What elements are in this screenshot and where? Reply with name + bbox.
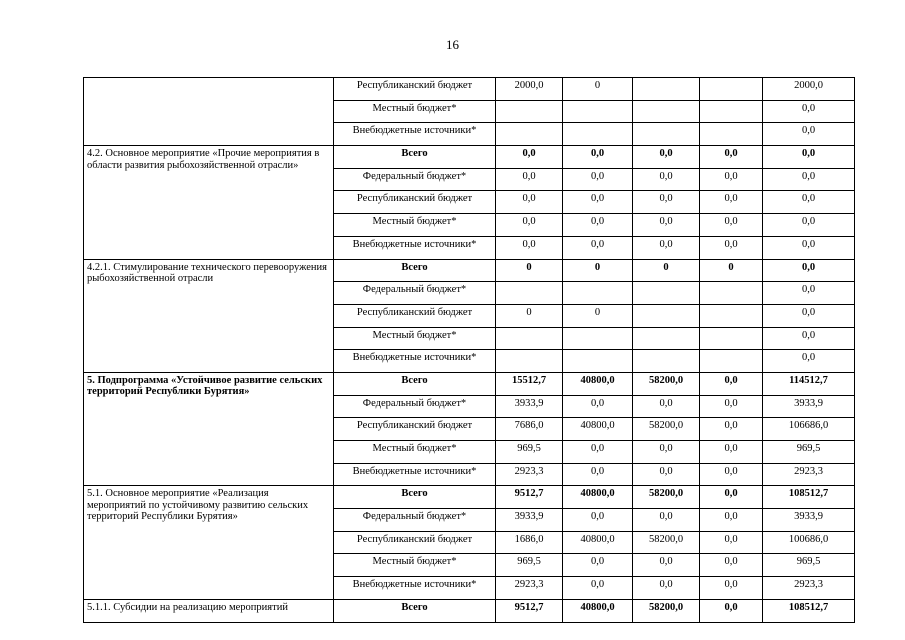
funding-source-cell: Федеральный бюджет* xyxy=(334,509,496,532)
year-value-cell: 0,0 xyxy=(563,463,633,486)
year-value-cell xyxy=(700,327,763,350)
funding-source-cell: Федеральный бюджет* xyxy=(334,168,496,191)
year-value-cell: 0,0 xyxy=(496,191,563,214)
total-value-cell: 0,0 xyxy=(763,123,855,146)
year-value-cell: 0,0 xyxy=(700,441,763,464)
total-value-cell: 0,0 xyxy=(763,350,855,373)
total-value-cell: 100686,0 xyxy=(763,531,855,554)
year-value-cell xyxy=(563,327,633,350)
year-value-cell: 0,0 xyxy=(700,236,763,259)
funding-source-cell: Республиканский бюджет xyxy=(334,191,496,214)
funding-source-cell: Местный бюджет* xyxy=(334,214,496,237)
total-value-cell: 0,0 xyxy=(763,327,855,350)
year-value-cell: 0 xyxy=(633,259,700,282)
year-value-cell: 40800,0 xyxy=(563,599,633,622)
year-value-cell: 40800,0 xyxy=(563,372,633,395)
year-value-cell: 40800,0 xyxy=(563,418,633,441)
year-value-cell xyxy=(633,304,700,327)
year-value-cell: 0,0 xyxy=(563,509,633,532)
year-value-cell xyxy=(633,100,700,123)
year-value-cell: 0,0 xyxy=(700,554,763,577)
year-value-cell: 0,0 xyxy=(633,236,700,259)
total-value-cell: 2000,0 xyxy=(763,78,855,101)
year-value-cell: 58200,0 xyxy=(633,531,700,554)
year-value-cell: 0,0 xyxy=(563,577,633,600)
funding-source-cell: Всего xyxy=(334,146,496,169)
total-value-cell: 3933,9 xyxy=(763,509,855,532)
funding-source-cell: Местный бюджет* xyxy=(334,100,496,123)
year-value-cell: 58200,0 xyxy=(633,486,700,509)
funding-source-cell: Всего xyxy=(334,599,496,622)
year-value-cell: 0,0 xyxy=(563,168,633,191)
year-value-cell: 0 xyxy=(563,259,633,282)
year-value-cell: 0 xyxy=(496,304,563,327)
funding-source-cell: Всего xyxy=(334,486,496,509)
budget-table xyxy=(83,77,855,623)
year-value-cell: 0 xyxy=(700,259,763,282)
year-value-cell: 0,0 xyxy=(496,214,563,237)
table-row xyxy=(84,146,855,169)
year-value-cell: 3933,9 xyxy=(496,395,563,418)
year-value-cell xyxy=(633,123,700,146)
year-value-cell: 0,0 xyxy=(700,214,763,237)
funding-source-cell: Федеральный бюджет* xyxy=(334,395,496,418)
total-value-cell: 0,0 xyxy=(763,304,855,327)
year-value-cell xyxy=(496,327,563,350)
measure-name-cell: 4.2. Основное мероприятие «Прочие мероприятия в области развития рыбохозяйственной отрасли» xyxy=(84,146,334,259)
year-value-cell xyxy=(633,327,700,350)
year-value-cell xyxy=(496,350,563,373)
year-value-cell: 0,0 xyxy=(633,168,700,191)
year-value-cell: 40800,0 xyxy=(563,486,633,509)
table-row xyxy=(84,599,855,622)
year-value-cell xyxy=(700,304,763,327)
year-value-cell xyxy=(700,78,763,101)
year-value-cell: 0,0 xyxy=(496,236,563,259)
year-value-cell: 0,0 xyxy=(700,146,763,169)
year-value-cell xyxy=(700,282,763,305)
measure-name-cell xyxy=(84,78,334,146)
funding-source-cell: Внебюджетные источники* xyxy=(334,236,496,259)
year-value-cell: 7686,0 xyxy=(496,418,563,441)
year-value-cell: 0,0 xyxy=(700,168,763,191)
measure-name-cell: 4.2.1. Стимулирование технического перевооружения рыбохозяйственной отрасли xyxy=(84,259,334,372)
funding-source-cell: Республиканский бюджет xyxy=(334,78,496,101)
year-value-cell: 40800,0 xyxy=(563,531,633,554)
budget-table-body xyxy=(84,78,855,623)
year-value-cell: 58200,0 xyxy=(633,372,700,395)
year-value-cell: 0,0 xyxy=(563,554,633,577)
year-value-cell xyxy=(563,350,633,373)
year-value-cell xyxy=(700,350,763,373)
year-value-cell: 0 xyxy=(563,304,633,327)
year-value-cell xyxy=(496,100,563,123)
year-value-cell: 0,0 xyxy=(563,146,633,169)
total-value-cell: 108512,7 xyxy=(763,599,855,622)
year-value-cell: 0,0 xyxy=(633,509,700,532)
total-value-cell: 2923,3 xyxy=(763,577,855,600)
year-value-cell xyxy=(700,123,763,146)
total-value-cell: 969,5 xyxy=(763,441,855,464)
total-value-cell: 0,0 xyxy=(763,146,855,169)
total-value-cell: 0,0 xyxy=(763,236,855,259)
year-value-cell xyxy=(563,123,633,146)
year-value-cell: 0,0 xyxy=(700,191,763,214)
year-value-cell: 0,0 xyxy=(633,441,700,464)
year-value-cell: 58200,0 xyxy=(633,418,700,441)
total-value-cell: 108512,7 xyxy=(763,486,855,509)
year-value-cell: 0,0 xyxy=(700,463,763,486)
year-value-cell: 58200,0 xyxy=(633,599,700,622)
year-value-cell: 0,0 xyxy=(563,395,633,418)
year-value-cell: 2000,0 xyxy=(496,78,563,101)
funding-source-cell: Внебюджетные источники* xyxy=(334,123,496,146)
total-value-cell: 2923,3 xyxy=(763,463,855,486)
total-value-cell: 3933,9 xyxy=(763,395,855,418)
funding-source-cell: Республиканский бюджет xyxy=(334,304,496,327)
funding-source-cell: Внебюджетные источники* xyxy=(334,577,496,600)
year-value-cell: 0,0 xyxy=(563,191,633,214)
year-value-cell: 0,0 xyxy=(700,531,763,554)
funding-source-cell: Местный бюджет* xyxy=(334,554,496,577)
year-value-cell: 0 xyxy=(563,78,633,101)
year-value-cell: 0,0 xyxy=(700,509,763,532)
year-value-cell xyxy=(496,123,563,146)
year-value-cell: 0 xyxy=(496,259,563,282)
year-value-cell xyxy=(563,282,633,305)
year-value-cell: 0,0 xyxy=(700,395,763,418)
total-value-cell: 114512,7 xyxy=(763,372,855,395)
funding-source-cell: Всего xyxy=(334,259,496,282)
year-value-cell xyxy=(633,350,700,373)
year-value-cell: 0,0 xyxy=(496,146,563,169)
year-value-cell: 9512,7 xyxy=(496,599,563,622)
measure-name-cell: 5. Подпрограмма «Устойчивое развитие сельских территорий Республики Бурятия» xyxy=(84,372,334,485)
year-value-cell: 0,0 xyxy=(633,554,700,577)
total-value-cell: 0,0 xyxy=(763,282,855,305)
total-value-cell: 0,0 xyxy=(763,214,855,237)
year-value-cell: 2923,3 xyxy=(496,577,563,600)
year-value-cell: 0,0 xyxy=(563,214,633,237)
year-value-cell: 2923,3 xyxy=(496,463,563,486)
year-value-cell: 0,0 xyxy=(563,236,633,259)
funding-source-cell: Внебюджетные источники* xyxy=(334,463,496,486)
year-value-cell xyxy=(700,100,763,123)
year-value-cell: 0,0 xyxy=(700,486,763,509)
year-value-cell: 0,0 xyxy=(633,463,700,486)
year-value-cell: 969,5 xyxy=(496,441,563,464)
year-value-cell: 0,0 xyxy=(633,214,700,237)
year-value-cell xyxy=(563,100,633,123)
year-value-cell: 9512,7 xyxy=(496,486,563,509)
year-value-cell: 0,0 xyxy=(496,168,563,191)
funding-source-cell: Внебюджетные источники* xyxy=(334,350,496,373)
funding-source-cell: Местный бюджет* xyxy=(334,327,496,350)
funding-source-cell: Федеральный бюджет* xyxy=(334,282,496,305)
table-row xyxy=(84,78,855,101)
year-value-cell: 969,5 xyxy=(496,554,563,577)
year-value-cell: 0,0 xyxy=(633,146,700,169)
year-value-cell xyxy=(633,78,700,101)
total-value-cell: 0,0 xyxy=(763,100,855,123)
funding-source-cell: Республиканский бюджет xyxy=(334,531,496,554)
year-value-cell: 0,0 xyxy=(633,577,700,600)
year-value-cell: 0,0 xyxy=(700,577,763,600)
total-value-cell: 969,5 xyxy=(763,554,855,577)
funding-source-cell: Местный бюджет* xyxy=(334,441,496,464)
total-value-cell: 0,0 xyxy=(763,259,855,282)
year-value-cell: 0,0 xyxy=(633,395,700,418)
year-value-cell: 3933,9 xyxy=(496,509,563,532)
measure-name-cell: 5.1.1. Субсидии на реализацию мероприятий xyxy=(84,599,334,622)
year-value-cell: 0,0 xyxy=(563,441,633,464)
year-value-cell: 15512,7 xyxy=(496,372,563,395)
page-number: 16 xyxy=(446,37,459,52)
table-row xyxy=(84,486,855,509)
measure-name-cell: 5.1. Основное мероприятие «Реализация мероприятий по устойчивому развитию сельских территорий Республики Бурятия» xyxy=(84,486,334,599)
year-value-cell: 1686,0 xyxy=(496,531,563,554)
year-value-cell: 0,0 xyxy=(700,372,763,395)
table-row xyxy=(84,259,855,282)
total-value-cell: 0,0 xyxy=(763,191,855,214)
year-value-cell: 0,0 xyxy=(700,599,763,622)
year-value-cell xyxy=(496,282,563,305)
year-value-cell: 0,0 xyxy=(700,418,763,441)
total-value-cell: 106686,0 xyxy=(763,418,855,441)
year-value-cell: 0,0 xyxy=(633,191,700,214)
table-row xyxy=(84,372,855,395)
funding-source-cell: Всего xyxy=(334,372,496,395)
funding-source-cell: Республиканский бюджет xyxy=(334,418,496,441)
total-value-cell: 0,0 xyxy=(763,168,855,191)
year-value-cell xyxy=(633,282,700,305)
